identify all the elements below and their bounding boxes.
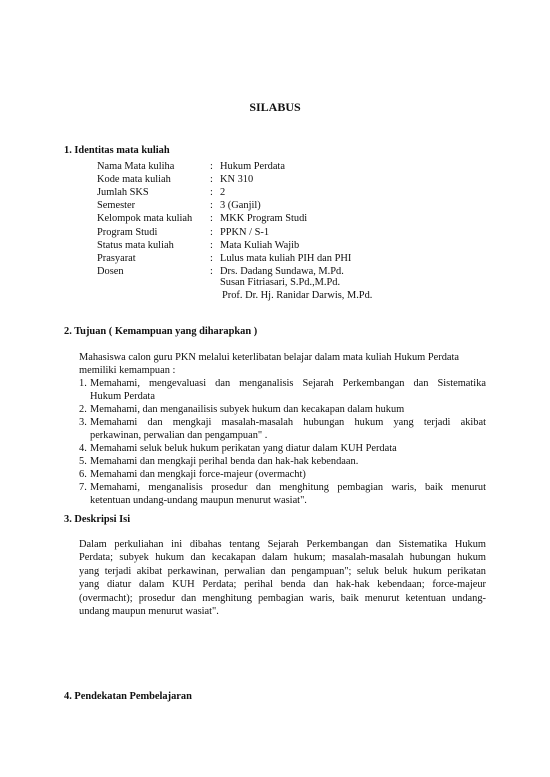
tujuan-intro-line-1: Mahasiswa calon guru PKN melalui keterlibatan belajar dalam mata kuliah Hukum Perdata xyxy=(79,352,460,363)
tujuan-item-text: Memahami, menganalisis prosedur dan menghitung pembagian waris, baik menurut xyxy=(90,482,486,493)
identity-colon: : xyxy=(210,213,213,225)
section-4-heading: 4. Pendekatan Pembelajaran xyxy=(64,691,192,702)
identity-colon: : xyxy=(210,187,213,199)
identity-label: Prasyarat xyxy=(97,252,136,264)
identity-value: KN 310 xyxy=(220,174,254,186)
page-title: SILABUS xyxy=(249,100,301,114)
identity-label: Kode mata kuliah xyxy=(97,174,171,186)
identity-colon: : xyxy=(210,200,213,212)
deskripsi-line: yang terjadi akibat perkawinan, perwalian dan pengampuan"; seluk beluk hukum perikatan xyxy=(79,565,486,577)
tujuan-item-text: Memahami dan mengkaji masalah-masalah hubungan hukum yang terjadi akibat xyxy=(90,417,486,428)
identity-colon: : xyxy=(210,265,213,277)
identity-label: Jumlah SKS xyxy=(97,187,149,199)
section-1-heading: 1. Identitas mata kuliah xyxy=(64,145,170,156)
tujuan-item-number: 2. xyxy=(79,404,87,415)
tujuan-item-text: Memahami, mengevaluasi dan menganalisis Sejarah Perkembangan dan Sistematika xyxy=(90,378,486,389)
identity-colon: : xyxy=(210,161,213,172)
identity-colon: : xyxy=(210,252,213,264)
identity-value: Lulus mata kuliah PIH dan PHI xyxy=(220,252,352,264)
identity-label: Status mata kuliah xyxy=(97,239,174,251)
tujuan-item-text: perkawinan, perwalian dan pengampuan" . xyxy=(90,430,268,441)
identity-value: 2 xyxy=(220,187,226,199)
identity-value: 3 (Ganjil) xyxy=(220,200,261,212)
tujuan-item-number: 6. xyxy=(79,469,87,480)
identity-colon: : xyxy=(210,226,213,238)
tujuan-item-number: 1. xyxy=(79,378,87,389)
deskripsi-line: Perdata; subyek hukum dan kecakapan dalam hukum; masalah-masalah hubungan hukum xyxy=(79,552,486,564)
identity-value: Mata Kuliah Wajib xyxy=(220,239,300,251)
tujuan-item-text: Memahami dan mengkaji force-majeur (overmacht) xyxy=(90,469,306,480)
dosen-extra-1: Susan Fitriasari, S.Pd.,M.Pd. xyxy=(220,277,341,288)
deskripsi-line: (overmacht); prosedur dan menghitung pembagian waris, baik menurut ketentuan undang- xyxy=(79,592,486,604)
deskripsi-line: yang diatur dalam KUH Perdata; perihal benda dan hak-hak kebendaan; force-majeur xyxy=(79,579,486,591)
tujuan-item-number: 4. xyxy=(79,443,87,454)
deskripsi-line: Dalam perkuliahan ini dibahas tentang Sejarah Perkembangan dan Sistematika Hukum xyxy=(79,539,486,550)
tujuan-item-number: 3. xyxy=(79,417,87,428)
tujuan-intro-line-2: memiliki kemampuan : xyxy=(79,365,176,376)
tujuan-item-number: 5. xyxy=(79,456,87,467)
identity-colon: : xyxy=(210,174,213,186)
tujuan-item-text: Memahami dan mengkaji perihal benda dan hak-hak kebendaan. xyxy=(90,456,359,467)
tujuan-item-text: Hukum Perdata xyxy=(90,391,155,402)
identity-value: Hukum Perdata xyxy=(220,161,285,172)
identity-label: Semester xyxy=(97,200,136,212)
tujuan-item-text: Memahami, dan menganailisis subyek hukum dan kecakapan dalam hukum xyxy=(90,404,405,415)
dosen-extra-2: Prof. Dr. Hj. Ranidar Darwis, M.Pd. xyxy=(222,290,373,301)
tujuan-item-text: Memahami seluk beluk hukum perikatan yang diatur dalam KUH Perdata xyxy=(90,443,397,454)
identity-colon: : xyxy=(210,239,213,251)
deskripsi-line: undang maupun menurut wasiat". xyxy=(79,606,219,617)
section-3-heading: 3. Deskripsi Isi xyxy=(64,514,131,525)
identity-label: Program Studi xyxy=(97,226,158,238)
identity-value: PPKN / S-1 xyxy=(220,226,270,238)
section-2-heading: 2. Tujuan ( Kemampuan yang diharapkan ) xyxy=(64,326,258,337)
identity-label: Nama Mata kuliha xyxy=(97,161,175,172)
identity-label: Dosen xyxy=(97,265,124,277)
identity-value: Drs. Dadang Sundawa, M.Pd. xyxy=(220,265,344,277)
tujuan-item-text: ketentuan undang-undang maupun menurut wasiat". xyxy=(90,495,307,506)
identity-label: Kelompok mata kuliah xyxy=(97,213,193,225)
identity-value: MKK Program Studi xyxy=(220,213,308,225)
tujuan-item-number: 7. xyxy=(79,482,87,493)
